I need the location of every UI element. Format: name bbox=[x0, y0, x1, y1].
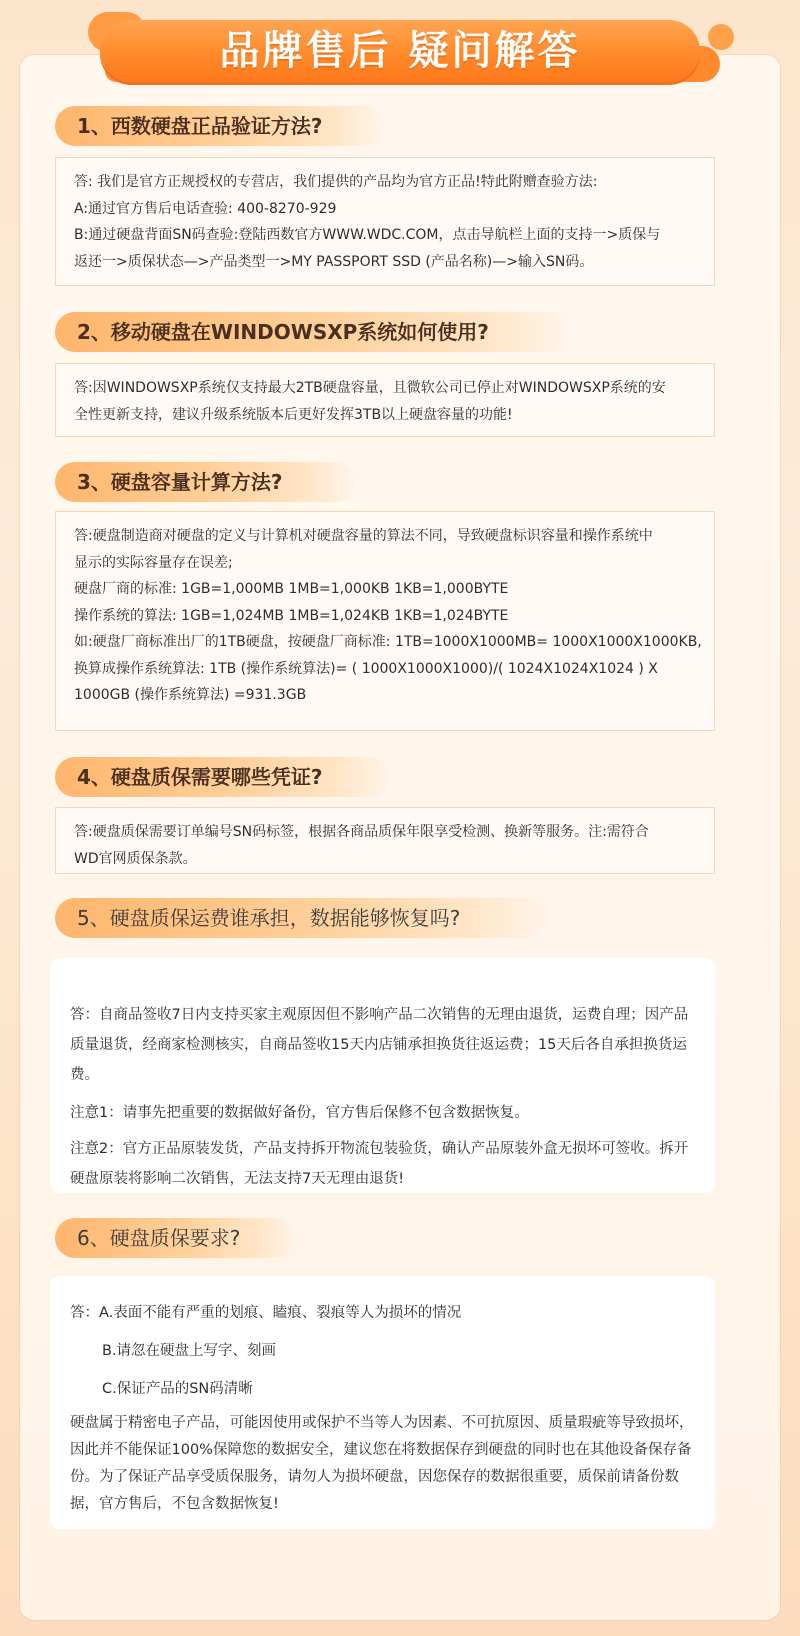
answer-2 bbox=[55, 363, 715, 437]
answer-3-line-1: 答:硬盘制造商对硬盘的定义与计算机对硬盘容量的算法不同，导致硬盘标识容量和操作系统中 bbox=[74, 528, 653, 544]
answer-5 bbox=[50, 958, 715, 1193]
answer-3-line-6: 换算成操作系统算法: 1TB (操作系统算法)= ( 1000X1000X1000)/( 1024X1024X1024 ) X bbox=[74, 660, 658, 677]
answer-1-line-4: 返还一>质保状态—>产品类型一>MY PASSPORT SSD (产品名称)—>输入SN码。 bbox=[74, 253, 594, 270]
answer-1-line-1: 答: 我们是官方正规授权的专营店，我们提供的产品均为官方正品!特此附赠查验方法: bbox=[74, 174, 598, 190]
answer-3-line-7: 1000GB (操作系统算法) =931.3GB bbox=[74, 687, 307, 703]
banner-dot-right bbox=[708, 24, 734, 50]
answer-1-line-2: A:通过官方售后电话查验: 400-8270-929 bbox=[74, 200, 337, 217]
answer-6 bbox=[50, 1276, 715, 1529]
answer-6-note: 硬盘属于精密电子产品，可能因使用或保护不当等人为因素、不可抗原因、质量瑕疵等导致损坏，因此并不能保证100%保障您的数据安全，建议您在将数据保存到硬盘的同时也在其他设备保存备份。为了保证产品享受质保服务，请勿人为损坏硬盘，因您保存的数据很重要，质保前请备份数据，官方售后，不包含数据恢复! bbox=[70, 1415, 694, 1512]
answer-1 bbox=[55, 157, 715, 286]
answer-5-paragraph-1: 答：自商品签收7日内支持买家主观原因但不影响产品二次销售的无理由退货，运费自理；因产品质量退货，经商家检测核实，自商品签收15天内店铺承担换货往返运费；15天后各自承担换货运费。 bbox=[70, 1007, 689, 1083]
page-title: 品牌售后 疑问解答 bbox=[219, 28, 581, 74]
answer-3 bbox=[55, 511, 715, 731]
answer-5-note-2: 注意2：官方正品原装发货，产品支持拆开物流包装验货，确认产品原装外盒无损坏可签收。拆开硬盘原装将影响二次销售，无法支持7天无理由退货! bbox=[70, 1141, 689, 1187]
answer-4 bbox=[55, 807, 715, 874]
answer-3-line-3: 硬盘厂商的标准: 1GB=1,000MB 1MB=1,000KB 1KB=1,000BYTE bbox=[74, 581, 509, 597]
answer-6-item-c: C.保证产品的SN码清晰 bbox=[102, 1381, 253, 1397]
question-3: 3、硬盘容量计算方法? bbox=[55, 462, 355, 502]
answer-6-item-b: B.请忽在硬盘上写字、刻画 bbox=[102, 1343, 277, 1359]
answer-3-line-2: 显示的实际容量存在误差; bbox=[74, 554, 233, 571]
question-5: 5、硬盘质保运费谁承担，数据能够恢复吗? bbox=[55, 898, 545, 938]
question-6: 6、硬盘质保要求? bbox=[55, 1218, 295, 1258]
header-banner bbox=[100, 12, 700, 90]
answer-6-item-a: 答：A.表面不能有严重的划痕、瞌痕、裂痕等人为损坏的情况 bbox=[70, 1305, 462, 1321]
answer-2-line-2: 全性更新支持，建议升级系统版本后更好发挥3TB以上硬盘容量的功能! bbox=[74, 406, 513, 423]
answer-3-line-5: 如:硬盘厂商标准出厂的1TB硬盘，按硬盘厂商标准: 1TB=1000X1000MB= 1000X1000X1000KB, bbox=[74, 634, 702, 650]
answer-5-note-1: 注意1：请事先把重要的数据做好备份，官方售后保修不包含数据恢复。 bbox=[70, 1105, 529, 1121]
answer-4-line-2: WD官网质保条款。 bbox=[74, 850, 197, 867]
answer-2-line-1: 答:因WINDOWSXP系统仅支持最大2TB硬盘容量，且微软公司已停止对WINDOWSXP系统的安 bbox=[74, 380, 666, 396]
question-1: 1、西数硬盘正品验证方法? bbox=[55, 106, 385, 146]
answer-1-line-3: B:通过硬盘背面SN码查验:登陆西数官方WWW.WDC.COM，点击导航栏上面的支持一>质保与 bbox=[74, 227, 661, 243]
answer-4-line-1: 答:硬盘质保需要订单编号SN码标签，根据各商品质保年限享受检测、换新等服务。注:需符合 bbox=[74, 824, 649, 840]
question-4: 4、硬盘质保需要哪些凭证? bbox=[55, 757, 390, 797]
question-2: 2、移动硬盘在WINDOWSXP系统如何使用? bbox=[55, 312, 570, 352]
answer-3-line-4: 操作系统的算法: 1GB=1,024MB 1MB=1,024KB 1KB=1,024BYTE bbox=[74, 607, 509, 624]
